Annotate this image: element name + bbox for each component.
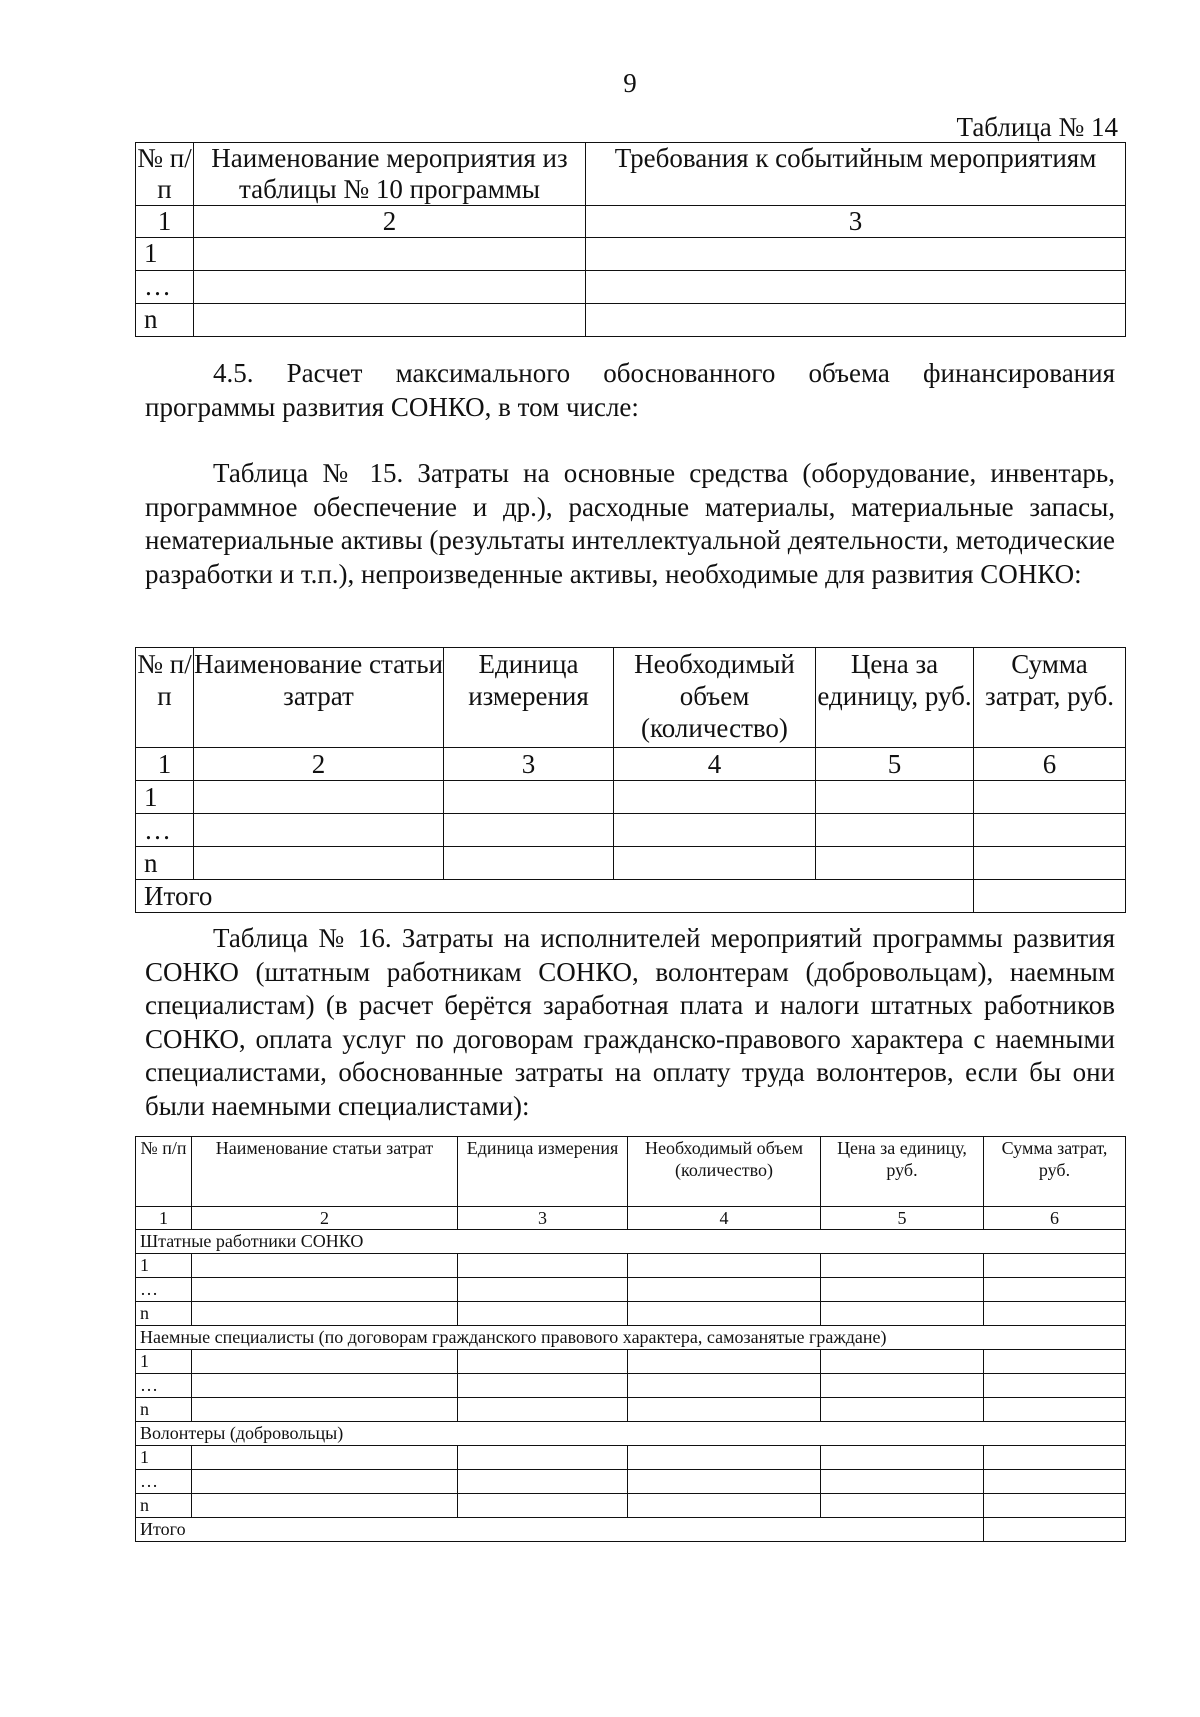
table-cell (192, 1254, 458, 1278)
table-15-intro-text: Таблица № 15. Затраты на основные средства (оборудование, инвентарь, программное обеспечение и др.), расходные материалы, материальные запасы, нематериальные активы (результаты интеллектуальной деятельности, методические разработки и т.п.), непроизведенные активы, необходимые для развития СОНКО: (145, 458, 1115, 589)
table-cell (984, 1374, 1126, 1398)
table-cell (444, 847, 614, 880)
header-cell: Сумма затрат, руб. (984, 1137, 1126, 1207)
table-16-intro-paragraph (145, 922, 1115, 1123)
table-cell (821, 1398, 984, 1422)
table-cell (192, 1494, 458, 1518)
table-row (136, 1302, 1126, 1326)
table-cell (194, 814, 444, 847)
row-label: 1 (136, 1254, 192, 1278)
table-cell (984, 1302, 1126, 1326)
table-cell (974, 781, 1126, 814)
table-header-row (136, 648, 1126, 748)
table-cell (628, 1470, 821, 1494)
header-cell: Необходимый объем (количество) (628, 1137, 821, 1207)
table-cell (821, 1494, 984, 1518)
table-cell (194, 271, 586, 304)
group-label-staff: Штатные работники СОНКО (136, 1230, 1126, 1254)
row-label: n (136, 1398, 192, 1422)
group-row (136, 1422, 1126, 1446)
table-cell: 5 (816, 748, 974, 781)
table-row (136, 1446, 1126, 1470)
table-cell (458, 1494, 628, 1518)
table-cell: 4 (628, 1207, 821, 1230)
table-cell (628, 1446, 821, 1470)
table-cell (458, 1278, 628, 1302)
header-cell: Единица измерения (458, 1137, 628, 1207)
table-header-row (136, 1137, 1126, 1207)
header-cell: Цена за единицу, руб. (816, 648, 974, 748)
table-cell: 3 (458, 1207, 628, 1230)
table-15-intro-paragraph (145, 457, 1115, 591)
table-cell (628, 1254, 821, 1278)
table-cell (614, 814, 816, 847)
table-cell (194, 304, 586, 337)
row-label: n (136, 1302, 192, 1326)
table-cell (984, 1446, 1126, 1470)
table-cell: 1 (136, 748, 194, 781)
table-14-caption: Таблица № 14 (956, 112, 1118, 142)
table-cell (821, 1350, 984, 1374)
table-row (136, 781, 1126, 814)
table-cell (984, 1398, 1126, 1422)
row-label: n (136, 1494, 192, 1518)
table-cell (458, 1302, 628, 1326)
table-cell (444, 814, 614, 847)
table-15 (135, 647, 1126, 913)
header-cell: Сумма затрат, руб. (974, 648, 1126, 748)
group-row (136, 1326, 1126, 1350)
table-cell (628, 1278, 821, 1302)
table-cell (614, 847, 816, 880)
table-cell: 2 (194, 748, 444, 781)
table-cell (192, 1350, 458, 1374)
table-cell: 3 (586, 206, 1126, 238)
table-16 (135, 1136, 1126, 1542)
table-cell (816, 781, 974, 814)
row-label: 1 (136, 1350, 192, 1374)
table-cell (192, 1398, 458, 1422)
column-number-row (136, 206, 1126, 238)
table-cell (974, 847, 1126, 880)
header-cell: № п/п (136, 1137, 192, 1207)
table-cell (816, 847, 974, 880)
section-4-5-paragraph (145, 357, 1115, 424)
table-cell (586, 271, 1126, 304)
table-cell: 3 (444, 748, 614, 781)
section-4-5-text: 4.5. Расчет максимального обоснованного объема финансирования программы развития СОНКО, в том числе: (145, 358, 1115, 422)
table-cell (984, 1278, 1126, 1302)
column-number-row (136, 748, 1126, 781)
table-cell (821, 1470, 984, 1494)
table-cell (194, 238, 586, 271)
table-cell (984, 1518, 1126, 1542)
table-cell (984, 1350, 1126, 1374)
table-cell (194, 781, 444, 814)
table-cell: 1 (136, 206, 194, 238)
total-row (136, 880, 1126, 913)
table-row (136, 814, 1126, 847)
table-row (136, 1470, 1126, 1494)
row-label: … (136, 1374, 192, 1398)
table-row (136, 1374, 1126, 1398)
table-cell (821, 1254, 984, 1278)
table-cell (821, 1278, 984, 1302)
group-row (136, 1230, 1126, 1254)
row-label: … (136, 1470, 192, 1494)
table-cell: 5 (821, 1207, 984, 1230)
total-label: Итого (136, 880, 974, 913)
header-cell: Наименование мероприятия из таблицы № 10 программы (194, 143, 586, 206)
row-label: 1 (136, 238, 194, 271)
table-cell (628, 1302, 821, 1326)
table-cell (984, 1494, 1126, 1518)
header-cell: Цена за единицу, руб. (821, 1137, 984, 1207)
row-label: … (136, 1278, 192, 1302)
column-number-row (136, 1207, 1126, 1230)
table-cell (194, 847, 444, 880)
table-cell (821, 1374, 984, 1398)
table-row (136, 238, 1126, 271)
table-cell (586, 238, 1126, 271)
table-cell (628, 1350, 821, 1374)
table-cell (192, 1374, 458, 1398)
table-cell (984, 1254, 1126, 1278)
table-cell (984, 1470, 1126, 1494)
table-cell (628, 1374, 821, 1398)
table-header-row (136, 143, 1126, 206)
header-cell: № п/п (136, 648, 194, 748)
table-cell (458, 1350, 628, 1374)
table-row (136, 847, 1126, 880)
table-row (136, 271, 1126, 304)
table-cell (192, 1302, 458, 1326)
table-cell: 4 (614, 748, 816, 781)
table-cell: 6 (984, 1207, 1126, 1230)
table-row (136, 304, 1126, 337)
group-label-volunteers: Волонтеры (добровольцы) (136, 1422, 1126, 1446)
table-row (136, 1278, 1126, 1302)
page-number: 9 (623, 68, 637, 98)
table-cell: 6 (974, 748, 1126, 781)
table-cell (614, 781, 816, 814)
table-cell (821, 1302, 984, 1326)
table-row (136, 1494, 1126, 1518)
row-label: … (136, 271, 194, 304)
table-cell (974, 814, 1126, 847)
row-label: n (136, 847, 194, 880)
table-cell: 1 (136, 1207, 192, 1230)
table-cell (628, 1398, 821, 1422)
header-cell: Требования к событийным мероприятиям (586, 143, 1126, 206)
total-row (136, 1518, 1126, 1542)
table-cell (444, 781, 614, 814)
table-row (136, 1398, 1126, 1422)
table-cell: 2 (192, 1207, 458, 1230)
table-cell (192, 1446, 458, 1470)
row-label: 1 (136, 1446, 192, 1470)
table-row (136, 1254, 1126, 1278)
header-cell: Необходимый объем (количество) (614, 648, 816, 748)
group-label-hired: Наемные специалисты (по договорам гражданского правового характера, самозанятые граждане) (136, 1326, 1126, 1350)
header-cell: Наименование статьи затрат (192, 1137, 458, 1207)
table-14 (135, 142, 1126, 337)
table-cell (458, 1470, 628, 1494)
row-label: … (136, 814, 194, 847)
table-cell (816, 814, 974, 847)
table-cell (458, 1446, 628, 1470)
table-cell (192, 1278, 458, 1302)
table-cell (458, 1254, 628, 1278)
table-16-intro-text: Таблица № 16. Затраты на исполнителей мероприятий программы развития СОНКО (штатным работникам СОНКО, волонтерам (добровольцам), наемным специалистам) (в расчет берётся заработная плата и налоги штатных работников СОНКО, оплата услуг по договорам гражданско-правового характера с наемными специалистами, обоснованные затраты на оплату труда волонтеров, если бы они были наемными специалистами): (145, 923, 1115, 1121)
header-cell: Наименование статьи затрат (194, 648, 444, 748)
table-cell: 2 (194, 206, 586, 238)
table-cell (974, 880, 1126, 913)
row-label: 1 (136, 781, 194, 814)
table-cell (586, 304, 1126, 337)
table-cell (458, 1398, 628, 1422)
row-label: n (136, 304, 194, 337)
table-cell (192, 1470, 458, 1494)
table-cell (821, 1446, 984, 1470)
table-row (136, 1350, 1126, 1374)
table-cell (458, 1374, 628, 1398)
table-cell (628, 1494, 821, 1518)
header-cell: № п/п (137, 143, 192, 204)
header-cell: Единица измерения (444, 648, 614, 748)
total-label: Итого (136, 1518, 984, 1542)
